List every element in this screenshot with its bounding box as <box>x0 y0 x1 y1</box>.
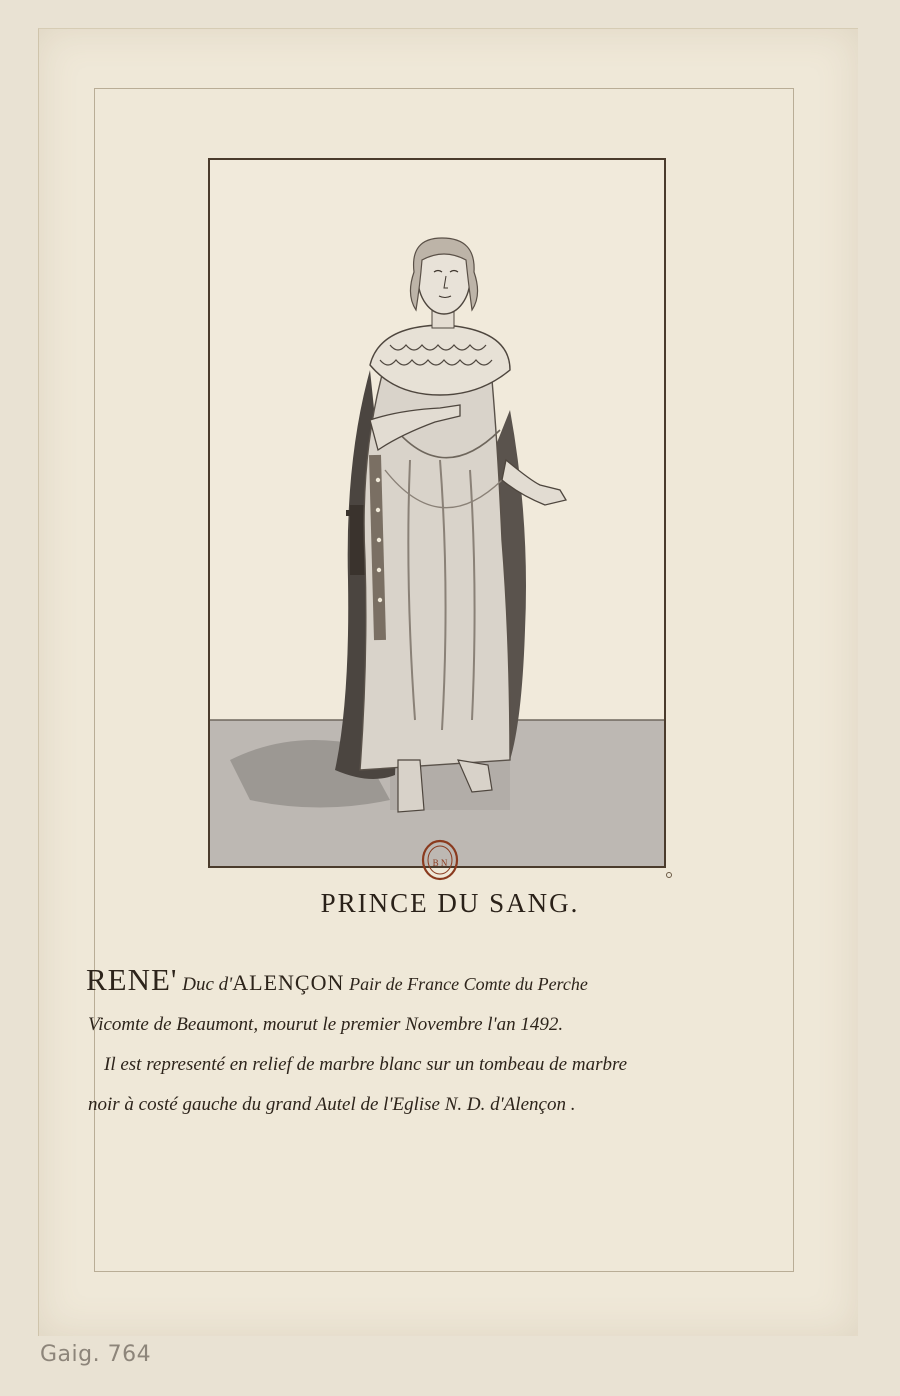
plate-title: PRINCE DU SANG. <box>320 888 580 918</box>
subject-name: RENE' <box>86 962 178 997</box>
library-stamp-icon <box>420 836 460 882</box>
caption-line-3: Il est representé en relief de marbre blanc sur un tombeau de marbre <box>104 1054 628 1075</box>
illustration-plate <box>208 158 666 868</box>
caption-line-1 <box>86 962 588 998</box>
caption-line-4: noir à costé gauche du grand Autel de l'Eglise N. D. d'Alençon . <box>88 1094 576 1115</box>
subject-duchy: ALENÇON <box>232 970 345 995</box>
catalog-number: Gaig. 764 <box>40 1342 152 1367</box>
caption-line-2: Vicomte de Beaumont, mourut le premier Novembre l'an 1492. <box>88 1014 564 1035</box>
stamp-text: B N <box>432 858 448 868</box>
margin-dot <box>666 872 672 878</box>
subject-title: Duc d' <box>182 974 233 995</box>
subject-titles: Pair de France Comte du Perche <box>349 974 588 994</box>
standing-figure-illustration <box>210 160 664 866</box>
